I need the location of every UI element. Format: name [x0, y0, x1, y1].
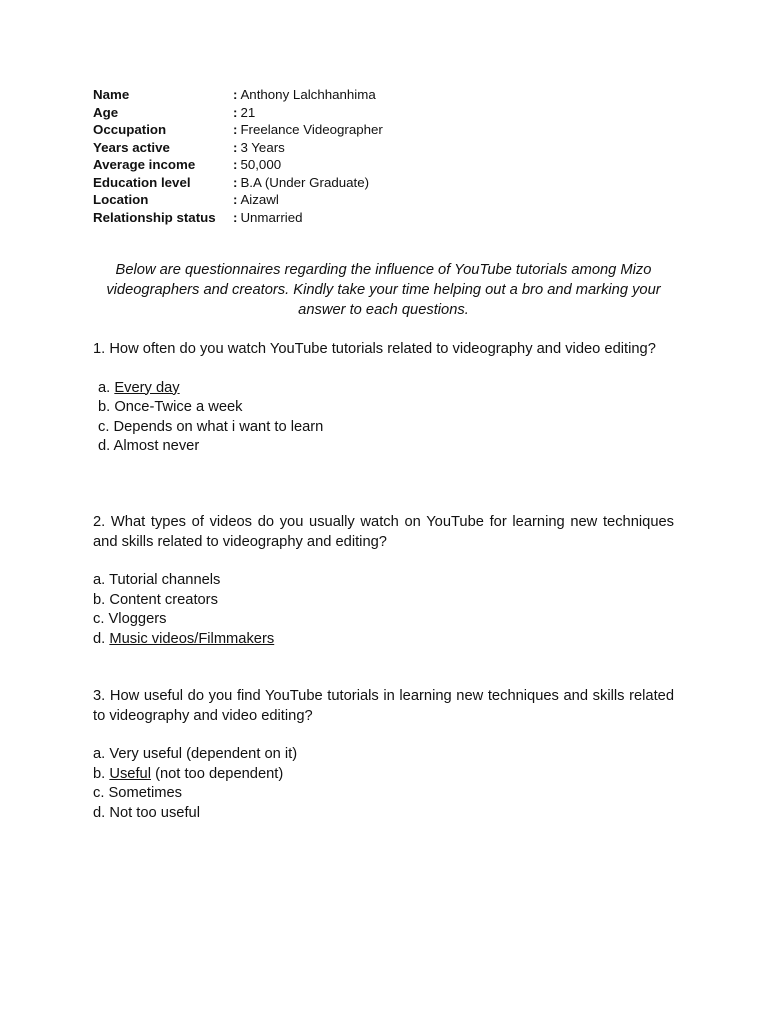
profile-row-years-active — [93, 139, 383, 157]
question-text: 1. How often do you watch YouTube tutorials related to videography and video editing? — [93, 341, 656, 357]
profile-value: Freelance Videographer — [240, 122, 383, 137]
profile-row-relationship-status — [93, 209, 383, 227]
profile-label: Location — [93, 192, 149, 207]
option-c: c. Vloggers — [93, 611, 167, 627]
option-a: a. Tutorial channels — [93, 572, 221, 588]
question-3 — [93, 687, 674, 823]
question-1 — [93, 340, 674, 457]
profile-label: Education level — [93, 174, 191, 190]
profile-label: Name — [93, 87, 130, 102]
option-d: d. Almost never — [98, 438, 200, 454]
option-a: a. Very useful (dependent on it) — [93, 746, 298, 762]
profile-value: B.A (Under Graduate) — [240, 174, 370, 190]
profile-colon: : — [233, 157, 238, 172]
profile-colon: : — [233, 104, 238, 120]
profile-colon: : — [233, 122, 238, 137]
profile-value: Anthony Lalchhanhima — [240, 87, 376, 102]
option-b: b. Content creators — [93, 591, 218, 608]
selected-answer: Every day — [114, 379, 180, 396]
profile-value: 21 — [240, 104, 256, 120]
profile-row-age — [93, 104, 383, 122]
option-list — [93, 745, 674, 823]
profile-label: Years active — [93, 139, 170, 155]
profile-colon: : — [233, 209, 238, 225]
selected-answer: Music videos/Filmmakers — [109, 630, 275, 647]
option-list — [93, 379, 674, 457]
profile-row-average-income — [93, 156, 383, 174]
option-a: a. Every day — [98, 379, 180, 396]
option-c: c. Sometimes — [93, 785, 182, 801]
question-text: 2. What types of videos do you usually watch on YouTube for learning new techniques and skills related to videography and editing? — [93, 514, 674, 550]
profile-label: Average income — [93, 157, 196, 172]
profile-row-occupation — [93, 121, 383, 139]
profile-row-location — [93, 191, 383, 209]
selected-answer: Useful — [109, 765, 151, 782]
profile-row-name — [93, 86, 383, 104]
respondent-profile — [93, 86, 383, 226]
profile-label: Relationship status — [93, 209, 216, 225]
profile-value: Unmarried — [240, 209, 303, 225]
option-b: b. Useful (not too dependent) — [93, 765, 284, 782]
questionnaire-intro: Below are questionnaires regarding the influence of YouTube tutorials among Mizo videographers and creators. Kindly take your time helping out a bro and marking your answer to each questions. — [106, 261, 661, 318]
profile-label: Occupation — [93, 122, 167, 137]
profile-value: 50,000 — [240, 157, 282, 172]
profile-colon: : — [233, 87, 238, 102]
profile-value: 3 Years — [240, 139, 285, 155]
option-b: b. Once-Twice a week — [98, 399, 243, 415]
option-d: d. Not too useful — [93, 804, 200, 821]
option-d: d. Music videos/Filmmakers — [93, 630, 275, 647]
profile-colon: : — [233, 139, 238, 155]
profile-colon: : — [233, 174, 238, 190]
profile-colon: : — [233, 192, 238, 207]
profile-label: Age — [93, 104, 119, 120]
option-list — [93, 571, 674, 649]
profile-row-education-level — [93, 174, 383, 192]
profile-value: Aizawl — [240, 192, 279, 207]
option-c: c. Depends on what i want to learn — [98, 418, 324, 435]
question-text: 3. How useful do you find YouTube tutorials in learning new techniques and skills related to videography and video editing? — [93, 688, 674, 724]
question-2 — [93, 513, 674, 649]
